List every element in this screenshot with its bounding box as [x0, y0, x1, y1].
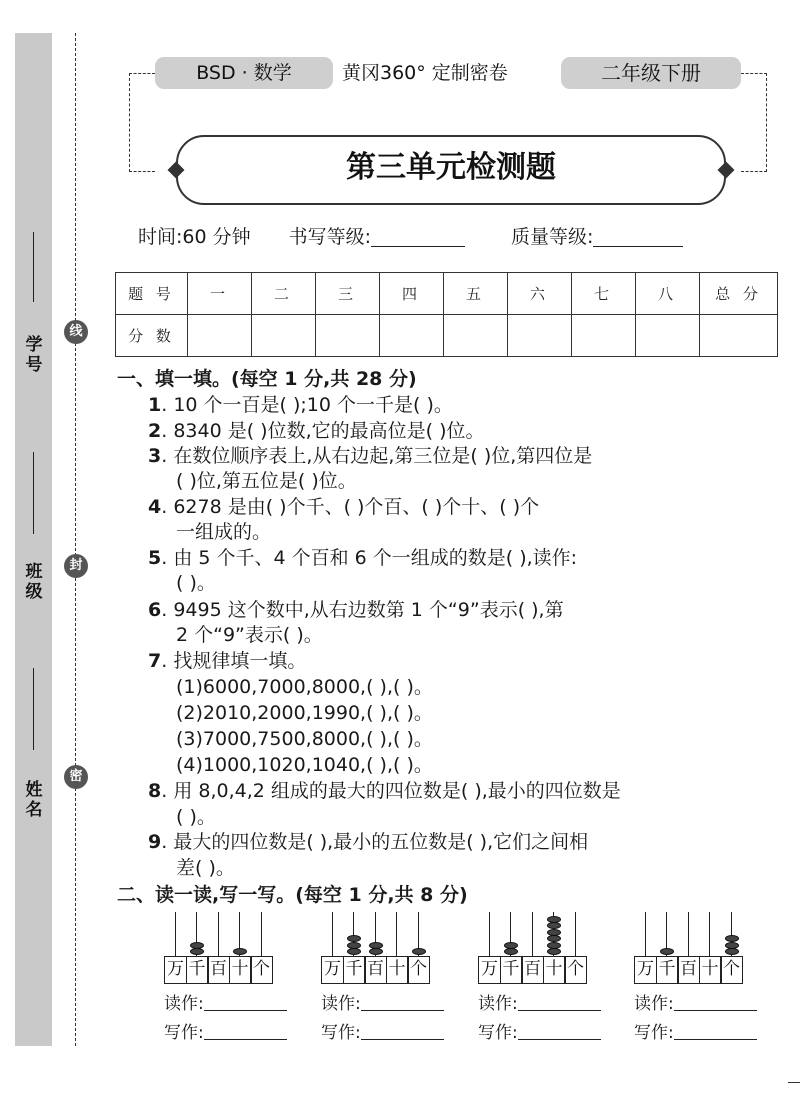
abacus-place-label: 千	[656, 956, 679, 984]
abacus	[321, 912, 449, 984]
question-line: 3. 在数位顺序表上,从右边起,第三位是( )位,第四位是	[148, 445, 593, 467]
abacus	[634, 912, 762, 984]
score-entry-cell[interactable]	[380, 315, 444, 357]
write-as-row: 写作:	[478, 1022, 601, 1044]
abacus	[164, 912, 292, 984]
pattern-line: (2)2010,2000,1990,( ),( )。	[176, 702, 433, 724]
write-as-row: 写作:	[164, 1022, 287, 1044]
abacus-place-label: 百	[207, 956, 230, 984]
abacus-place-label: 十	[229, 956, 252, 984]
abacus-rod	[175, 912, 176, 956]
seal-line-mark: 线	[64, 320, 88, 344]
read-as-blank[interactable]	[361, 993, 444, 1011]
write-as-blank[interactable]	[204, 1022, 287, 1040]
abacus-bead	[547, 935, 561, 942]
pattern-line: (4)1000,1020,1040,( ),( )。	[176, 754, 433, 776]
abacus-bead	[233, 948, 247, 955]
score-table-cell: 七	[572, 273, 636, 315]
abacus-place-label: 个	[250, 956, 273, 984]
score-table-score-row	[116, 315, 778, 357]
abacus-bead	[190, 942, 204, 949]
score-entry-cell[interactable]	[572, 315, 636, 357]
question-line: 1. 10 个一百是( );10 个一千是( )。	[148, 394, 453, 416]
score-table-cell: 一	[188, 273, 252, 315]
abacus-bead	[547, 929, 561, 936]
question-line-cont: 一组成的。	[176, 521, 272, 543]
abacus-rod	[396, 912, 397, 956]
abacus-place-row	[478, 956, 587, 984]
write-as-blank[interactable]	[361, 1022, 444, 1040]
abacus-bead	[412, 948, 426, 955]
writing-grade-blank[interactable]	[371, 225, 465, 247]
subject-pill: BSD · 数学	[155, 57, 333, 89]
abacus-place-label: 万	[164, 956, 187, 984]
binding-margin-strip	[15, 33, 52, 1046]
abacus-bead	[504, 942, 518, 949]
question-line: 2. 8340 是( )位数,它的最高位是( )位。	[148, 420, 485, 442]
score-table	[115, 272, 778, 357]
score-table-cell: 六	[508, 273, 572, 315]
score-entry-cell[interactable]	[700, 315, 778, 357]
score-table-header-row	[116, 273, 778, 315]
seal-seal-mark: 封	[64, 554, 88, 578]
read-as-row: 读作:	[634, 993, 757, 1015]
question-line-cont: 差( )。	[176, 857, 235, 879]
time-limit: 时间:60 分钟	[138, 226, 251, 248]
exam-info-row	[138, 222, 778, 252]
write-as-row: 写作:	[634, 1022, 757, 1044]
abacus-rod	[261, 912, 262, 956]
grade-pill: 二年级下册	[561, 57, 741, 89]
page-corner-mark	[788, 1082, 800, 1083]
header-connector-left	[129, 73, 155, 172]
class-label: 班级	[25, 562, 43, 602]
class-line	[33, 452, 34, 534]
header-connector-right	[741, 73, 767, 172]
abacus-place-label: 个	[407, 956, 430, 984]
abacus-place-label: 百	[521, 956, 544, 984]
abacus-place-label: 个	[720, 956, 743, 984]
quality-grade-blank[interactable]	[593, 225, 683, 247]
write-as-blank[interactable]	[518, 1022, 601, 1040]
series-name: 黄冈360° 定制密卷	[342, 62, 508, 84]
read-as-row: 读作:	[478, 993, 601, 1015]
abacus-bead	[547, 948, 561, 955]
abacus-bead	[369, 942, 383, 949]
write-as-row: 写作:	[321, 1022, 444, 1044]
name-line	[33, 668, 34, 750]
student-id-line	[33, 232, 34, 302]
question-line: 6. 9495 这个数中,从右边数第 1 个“9”表示( ),第	[148, 599, 564, 621]
abacus-place-label: 个	[564, 956, 587, 984]
score-table-cell: 总 分	[700, 273, 778, 315]
writing-grade-label: 书写等级:	[288, 226, 372, 248]
abacus-bead	[347, 935, 361, 942]
abacus-bead	[347, 942, 361, 949]
abacus-place-label: 万	[321, 956, 344, 984]
read-as-blank[interactable]	[518, 993, 601, 1011]
question-line-cont: ( )位,第五位是( )位。	[176, 470, 357, 492]
score-entry-cell[interactable]	[636, 315, 700, 357]
abacus-bead	[369, 948, 383, 955]
score-table-cell: 四	[380, 273, 444, 315]
abacus-bead	[547, 922, 561, 929]
seal-secret-mark: 密	[64, 765, 88, 789]
pattern-line: (1)6000,7000,8000,( ),( )。	[176, 676, 433, 698]
question-line-cont: ( )。	[176, 806, 216, 828]
score-entry-cell[interactable]	[188, 315, 252, 357]
abacus-place-label: 千	[500, 956, 523, 984]
write-as-blank[interactable]	[674, 1022, 757, 1040]
quality-grade-label: 质量等级:	[511, 226, 594, 248]
abacus-rod	[489, 912, 490, 956]
abacus	[478, 912, 606, 984]
abacus-rod	[332, 912, 333, 956]
score-entry-cell[interactable]	[316, 315, 380, 357]
score-table-cell: 分 数	[116, 315, 188, 357]
question-line: 8. 用 8,0,4,2 组成的最大的四位数是( ),最小的四位数是	[148, 780, 621, 802]
abacus-bead	[547, 916, 561, 923]
abacus-rod	[532, 912, 533, 956]
abacus-place-label: 千	[343, 956, 366, 984]
abacus-place-label: 万	[634, 956, 657, 984]
read-as-blank[interactable]	[674, 993, 757, 1011]
score-table-cell: 二	[252, 273, 316, 315]
abacus-rod	[218, 912, 219, 956]
abacus-place-label: 十	[699, 956, 722, 984]
score-table-cell: 题 号	[116, 273, 188, 315]
abacus-place-label: 万	[478, 956, 501, 984]
page-title: 第三单元检测题	[346, 150, 556, 185]
student-id-label: 学号	[25, 335, 43, 375]
abacus-rod	[645, 912, 646, 956]
abacus-bead	[547, 942, 561, 949]
abacus-bead	[725, 942, 739, 949]
binding-fold-line	[75, 33, 76, 1046]
read-as-row: 读作:	[164, 993, 287, 1015]
abacus-place-row	[634, 956, 743, 984]
abacus-bead	[725, 948, 739, 955]
score-entry-cell[interactable]	[444, 315, 508, 357]
question-line: 7. 找规律填一填。	[148, 650, 307, 672]
question-line: 5. 由 5 个千、4 个百和 6 个一组成的数是( ),读作:	[148, 547, 578, 569]
question-line: 4. 6278 是由( )个千、( )个百、( )个十、( )个	[148, 496, 540, 518]
question-line: 9. 最大的四位数是( ),最小的五位数是( ),它们之间相	[148, 831, 589, 853]
abacus-place-label: 十	[543, 956, 566, 984]
abacus-bead	[725, 935, 739, 942]
score-table-cell: 八	[636, 273, 700, 315]
abacus-rod	[688, 912, 689, 956]
score-entry-cell[interactable]	[252, 315, 316, 357]
section-1-heading: 一、填一填。(每空 1 分,共 28 分)	[117, 368, 417, 390]
abacus-bead	[190, 948, 204, 955]
abacus-place-label: 百	[364, 956, 387, 984]
abacus-place-label: 百	[677, 956, 700, 984]
abacus-bead	[504, 948, 518, 955]
read-as-row: 读作:	[321, 993, 444, 1015]
name-label: 姓名	[25, 780, 43, 820]
abacus-rod	[709, 912, 710, 956]
read-as-blank[interactable]	[204, 993, 287, 1011]
score-entry-cell[interactable]	[508, 315, 572, 357]
section-2-heading: 二、读一读,写一写。(每空 1 分,共 8 分)	[117, 884, 468, 906]
abacus-place-label: 十	[386, 956, 409, 984]
abacus-bead	[660, 948, 674, 955]
abacus-rod	[575, 912, 576, 956]
abacus-place-row	[164, 956, 273, 984]
score-table-cell: 五	[444, 273, 508, 315]
pattern-line: (3)7000,7500,8000,( ),( )。	[176, 728, 433, 750]
abacus-place-label: 千	[186, 956, 209, 984]
question-line-cont: ( )。	[176, 572, 216, 594]
abacus-place-row	[321, 956, 430, 984]
question-line-cont: 2 个“9”表示( )。	[176, 624, 323, 646]
abacus-bead	[347, 948, 361, 955]
score-table-cell: 三	[316, 273, 380, 315]
